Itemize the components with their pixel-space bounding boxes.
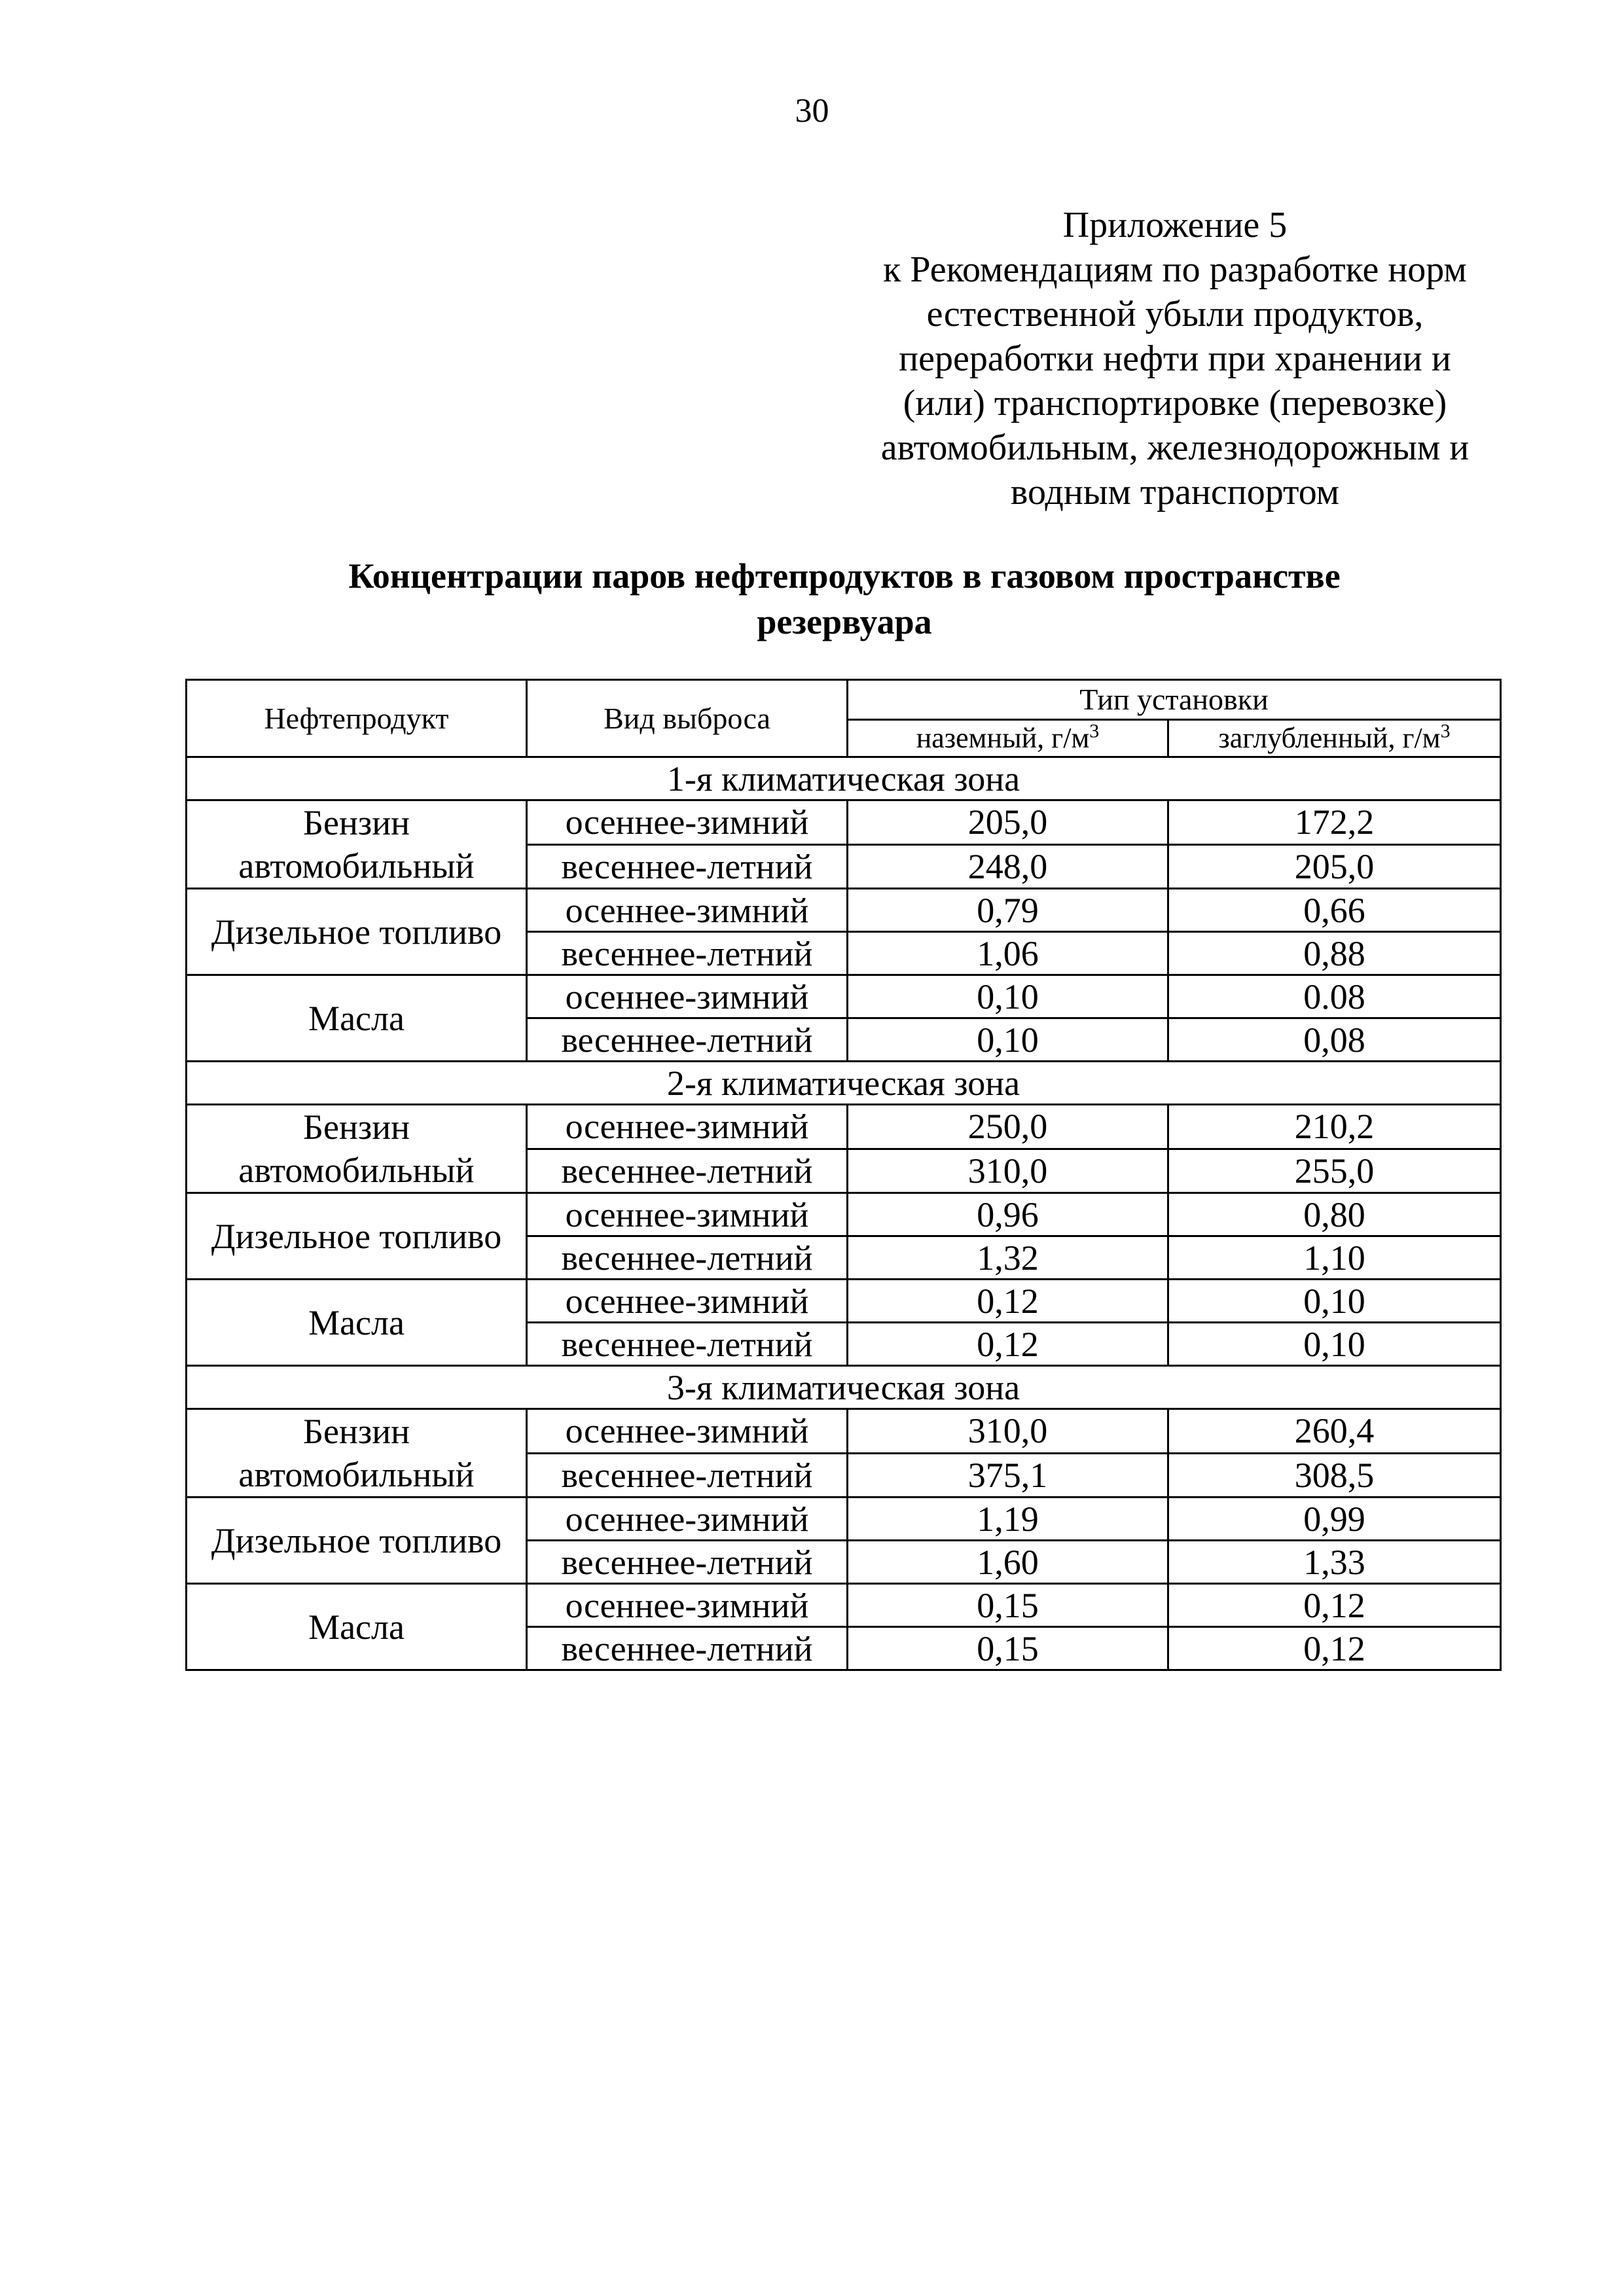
underground-value: 0,88 [1168, 932, 1501, 975]
ground-value: 0,12 [848, 1280, 1168, 1323]
ground-value: 1,32 [848, 1236, 1168, 1280]
emission-type: весеннее-летний [527, 1323, 848, 1366]
ground-value: 375,1 [848, 1453, 1168, 1498]
table-row [187, 975, 1501, 1018]
document-title [164, 553, 1525, 645]
underground-value: 255,0 [1168, 1149, 1501, 1193]
appendix-line: (или) транспортировке (перевозке) [903, 383, 1447, 423]
underground-value: 0,08 [1168, 1018, 1501, 1062]
title-line-2: резервуара [757, 602, 932, 641]
emission-type: весеннее-летний [527, 1236, 848, 1280]
emission-type: весеннее-летний [527, 844, 848, 889]
table-row [187, 1105, 1501, 1149]
ground-value: 1,60 [848, 1541, 1168, 1584]
emission-type: осеннее-зимний [527, 1105, 848, 1149]
emission-type: весеннее-летний [527, 1541, 848, 1584]
product-name: Масла [187, 1280, 527, 1366]
page-number: 30 [795, 92, 829, 130]
zone-row [187, 757, 1501, 800]
product-name: Дизельное топливо [187, 1193, 527, 1280]
product-name: Бензин автомобильный [187, 1409, 527, 1498]
header-ground: наземный, $г/м^3$ [848, 720, 1168, 757]
ground-value: 0,96 [848, 1193, 1168, 1236]
concentration-table [185, 679, 1502, 1671]
table-row [187, 800, 1501, 845]
underground-value: 0,10 [1168, 1323, 1501, 1366]
header-underground: заглубленный, $г/м^3$ [1168, 720, 1501, 757]
appendix-line: переработки нефти при хранении и [899, 338, 1451, 379]
ground-value: 1,19 [848, 1498, 1168, 1541]
ground-value: 1,06 [848, 932, 1168, 975]
zone-row [187, 1366, 1501, 1409]
product-name: Бензин автомобильный [187, 800, 527, 889]
appendix-line: естественной убыли продуктов, [926, 294, 1424, 334]
ground-value: 0,15 [848, 1627, 1168, 1670]
table-row [187, 1584, 1501, 1627]
emission-type: осеннее-зимний [527, 800, 848, 845]
zone-label: 3-я климатическая зона [187, 1366, 1501, 1409]
underground-value: 0,99 [1168, 1498, 1501, 1541]
product-name: Дизельное топливо [187, 889, 527, 975]
appendix-line: к Рекомендациям по разработке норм [883, 249, 1467, 290]
underground-value: 205,0 [1168, 844, 1501, 889]
ground-value: 0,12 [848, 1323, 1168, 1366]
product-name: Дизельное топливо [187, 1498, 527, 1584]
underground-value: 0,12 [1168, 1627, 1501, 1670]
ground-value: 205,0 [848, 800, 1168, 845]
ground-value: 310,0 [848, 1149, 1168, 1193]
underground-value: 1,33 [1168, 1541, 1501, 1584]
header-install-type: Тип установки [848, 680, 1501, 720]
emission-type: осеннее-зимний [527, 1584, 848, 1627]
underground-value: 0,66 [1168, 889, 1501, 932]
emission-type: осеннее-зимний [527, 1498, 848, 1541]
zone-label: 2-я климатическая зона [187, 1062, 1501, 1105]
emission-type: осеннее-зимний [527, 1409, 848, 1454]
appendix-line: автомобильным, железнодорожным и [880, 427, 1470, 468]
ground-value: 0,10 [848, 975, 1168, 1018]
ground-value: 310,0 [848, 1409, 1168, 1454]
table-row [187, 889, 1501, 932]
table-body [187, 680, 1501, 1670]
header-row [187, 680, 1501, 720]
appendix-line: Приложение 5 [1062, 205, 1288, 245]
emission-type: весеннее-летний [527, 1453, 848, 1498]
ground-value: 250,0 [848, 1105, 1168, 1149]
underground-value: 0.08 [1168, 975, 1501, 1018]
underground-value: 260,4 [1168, 1409, 1501, 1454]
zone-row [187, 1062, 1501, 1105]
ground-value: 0,79 [848, 889, 1168, 932]
underground-value: 308,5 [1168, 1453, 1501, 1498]
ground-value: 0,10 [848, 1018, 1168, 1062]
underground-value: 210,2 [1168, 1105, 1501, 1149]
emission-type: осеннее-зимний [527, 975, 848, 1018]
header-product: Нефтепродукт [187, 680, 527, 757]
zone-label: 1-я климатическая зона [187, 757, 1501, 800]
underground-value: 0,10 [1168, 1280, 1501, 1323]
title-line-1: Концентрации паров нефтепродуктов в газовом пространстве [348, 556, 1341, 596]
product-name: Масла [187, 1584, 527, 1670]
table-row [187, 1193, 1501, 1236]
emission-type: весеннее-летний [527, 932, 848, 975]
underground-value: 172,2 [1168, 800, 1501, 845]
emission-type: весеннее-летний [527, 1149, 848, 1193]
product-name: Масла [187, 975, 527, 1062]
appendix-reference [818, 203, 1532, 514]
ground-value: 248,0 [848, 844, 1168, 889]
table-row [187, 1280, 1501, 1323]
table-row [187, 1498, 1501, 1541]
appendix-line: водным транспортом [1010, 472, 1340, 512]
emission-type: осеннее-зимний [527, 1280, 848, 1323]
underground-value: 1,10 [1168, 1236, 1501, 1280]
underground-value: 0,80 [1168, 1193, 1501, 1236]
emission-type: весеннее-летний [527, 1627, 848, 1670]
emission-type: осеннее-зимний [527, 1193, 848, 1236]
product-name: Бензин автомобильный [187, 1105, 527, 1193]
ground-value: 0,15 [848, 1584, 1168, 1627]
table-row [187, 1409, 1501, 1454]
emission-type: осеннее-зимний [527, 889, 848, 932]
header-emission: Вид выброса [527, 680, 848, 757]
emission-type: весеннее-летний [527, 1018, 848, 1062]
underground-value: 0,12 [1168, 1584, 1501, 1627]
